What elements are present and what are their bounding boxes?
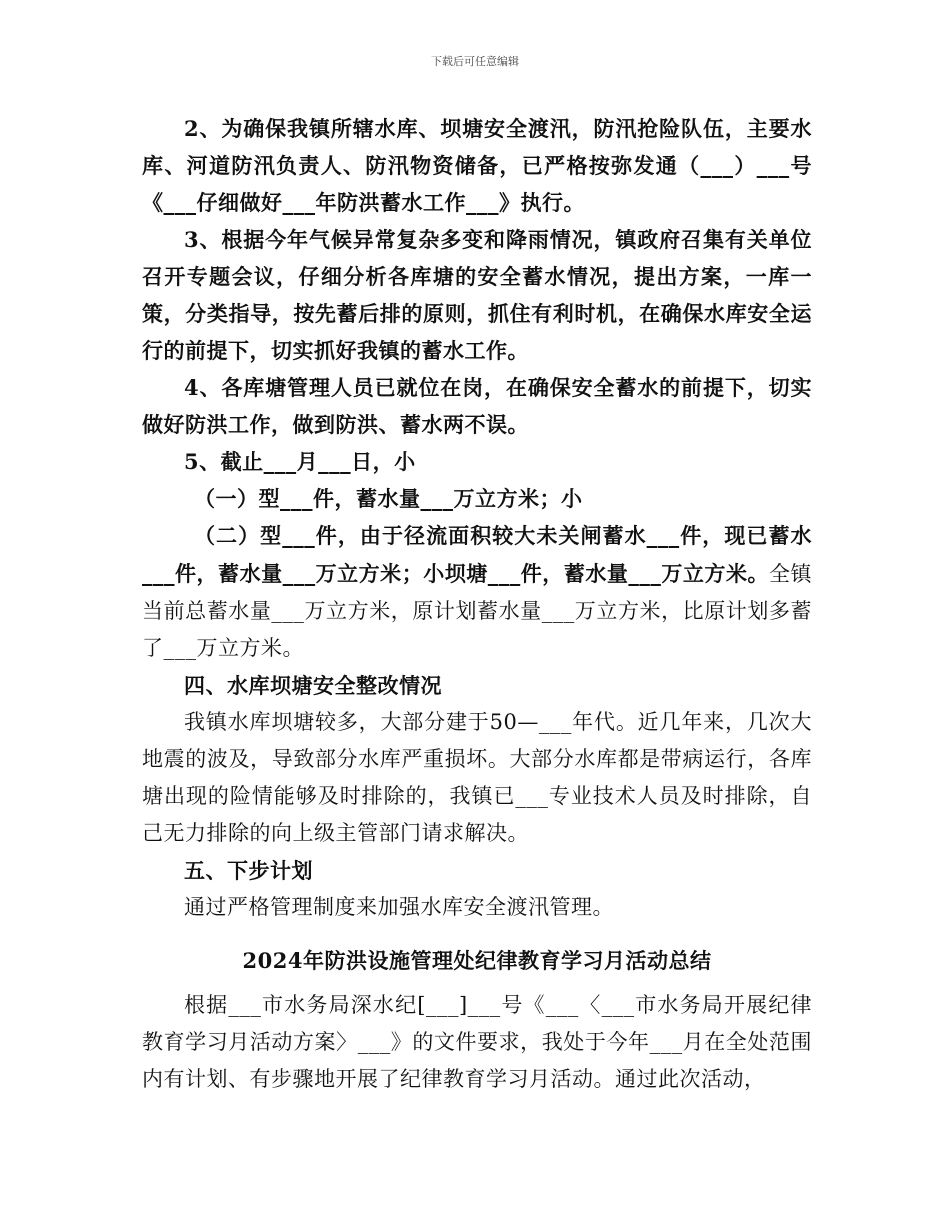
paragraph-6: 根据___市水务局深水纪[___]___号《___〈___市水务局开展纪律教育学习月活动方案〉___》的文件要求，我处于今年___月在全处范围内有计划、有步骤地开展了纪律教育学习月活动。通过此次活动， [142, 993, 812, 1091]
section-heading-5: 五、下步计划 [184, 858, 313, 883]
section-heading-4: 四、水库坝塘安全整改情况 [184, 673, 442, 698]
document-body [142, 110, 812, 1098]
paragraph-5-sub-2-normal: 全镇当前总蓄水量___万立方米，原计划蓄水量___万立方米，比原计划多蓄了___万立方米。 [142, 562, 813, 660]
paragraph-5-sub-1: （一）型___件，蓄水量___万立方米；小 [194, 486, 583, 511]
section-4-body: 我镇水库坝塘较多，大部分建于50—___年代。近几年来，几次大地震的波及，导致部分水库严重损坏。大部分水库都是带病运行，各库塘出现的险情能够及时排除的，我镇已___专业技术人员及时排除，自己无力排除的向上级主管部门请求解决。 [142, 710, 812, 845]
paragraph-5-sub-2 [142, 517, 812, 667]
document-title: 2024年防洪设施管理处纪律教育学习月活动总结 [242, 948, 712, 973]
paragraph-2: 2、为确保我镇所辖水库、坝塘安全渡汛，防汛抢险队伍，主要水库、河道防汛负责人、防汛物资储备，已严格按弥发通（___）___号《___仔细做好___年防洪蓄水工作___》执行。 [142, 116, 812, 215]
paragraph-4: 4、各库塘管理人员已就位在岗，在确保安全蓄水的前提下，切实做好防洪工作，做到防洪、蓄水两不误。 [142, 375, 812, 437]
page-header: 下载后可任意编辑 [431, 55, 519, 68]
paragraph-5-sub-2-bold: （二）型___件，由于径流面积较大未关闸蓄水___件，现已蓄水___件，蓄水量___万立方米；小坝塘___件，蓄水量___万立方米。 [142, 523, 812, 586]
paragraph-5: 5、截止___月___日，小 [184, 449, 416, 474]
paragraph-3: 3、根据今年气候异常复杂多变和降雨情况，镇政府召集有关单位召开专题会议，仔细分析各库塘的安全蓄水情况，提出方案，一库一策，分类指导，按先蓄后排的原则，抓住有利时机，在确保水库安全运行的前提下，切实抓好我镇的蓄水工作。 [142, 227, 812, 363]
section-5-body: 通过严格管理制度来加强水库安全渡汛管理。 [184, 895, 614, 919]
